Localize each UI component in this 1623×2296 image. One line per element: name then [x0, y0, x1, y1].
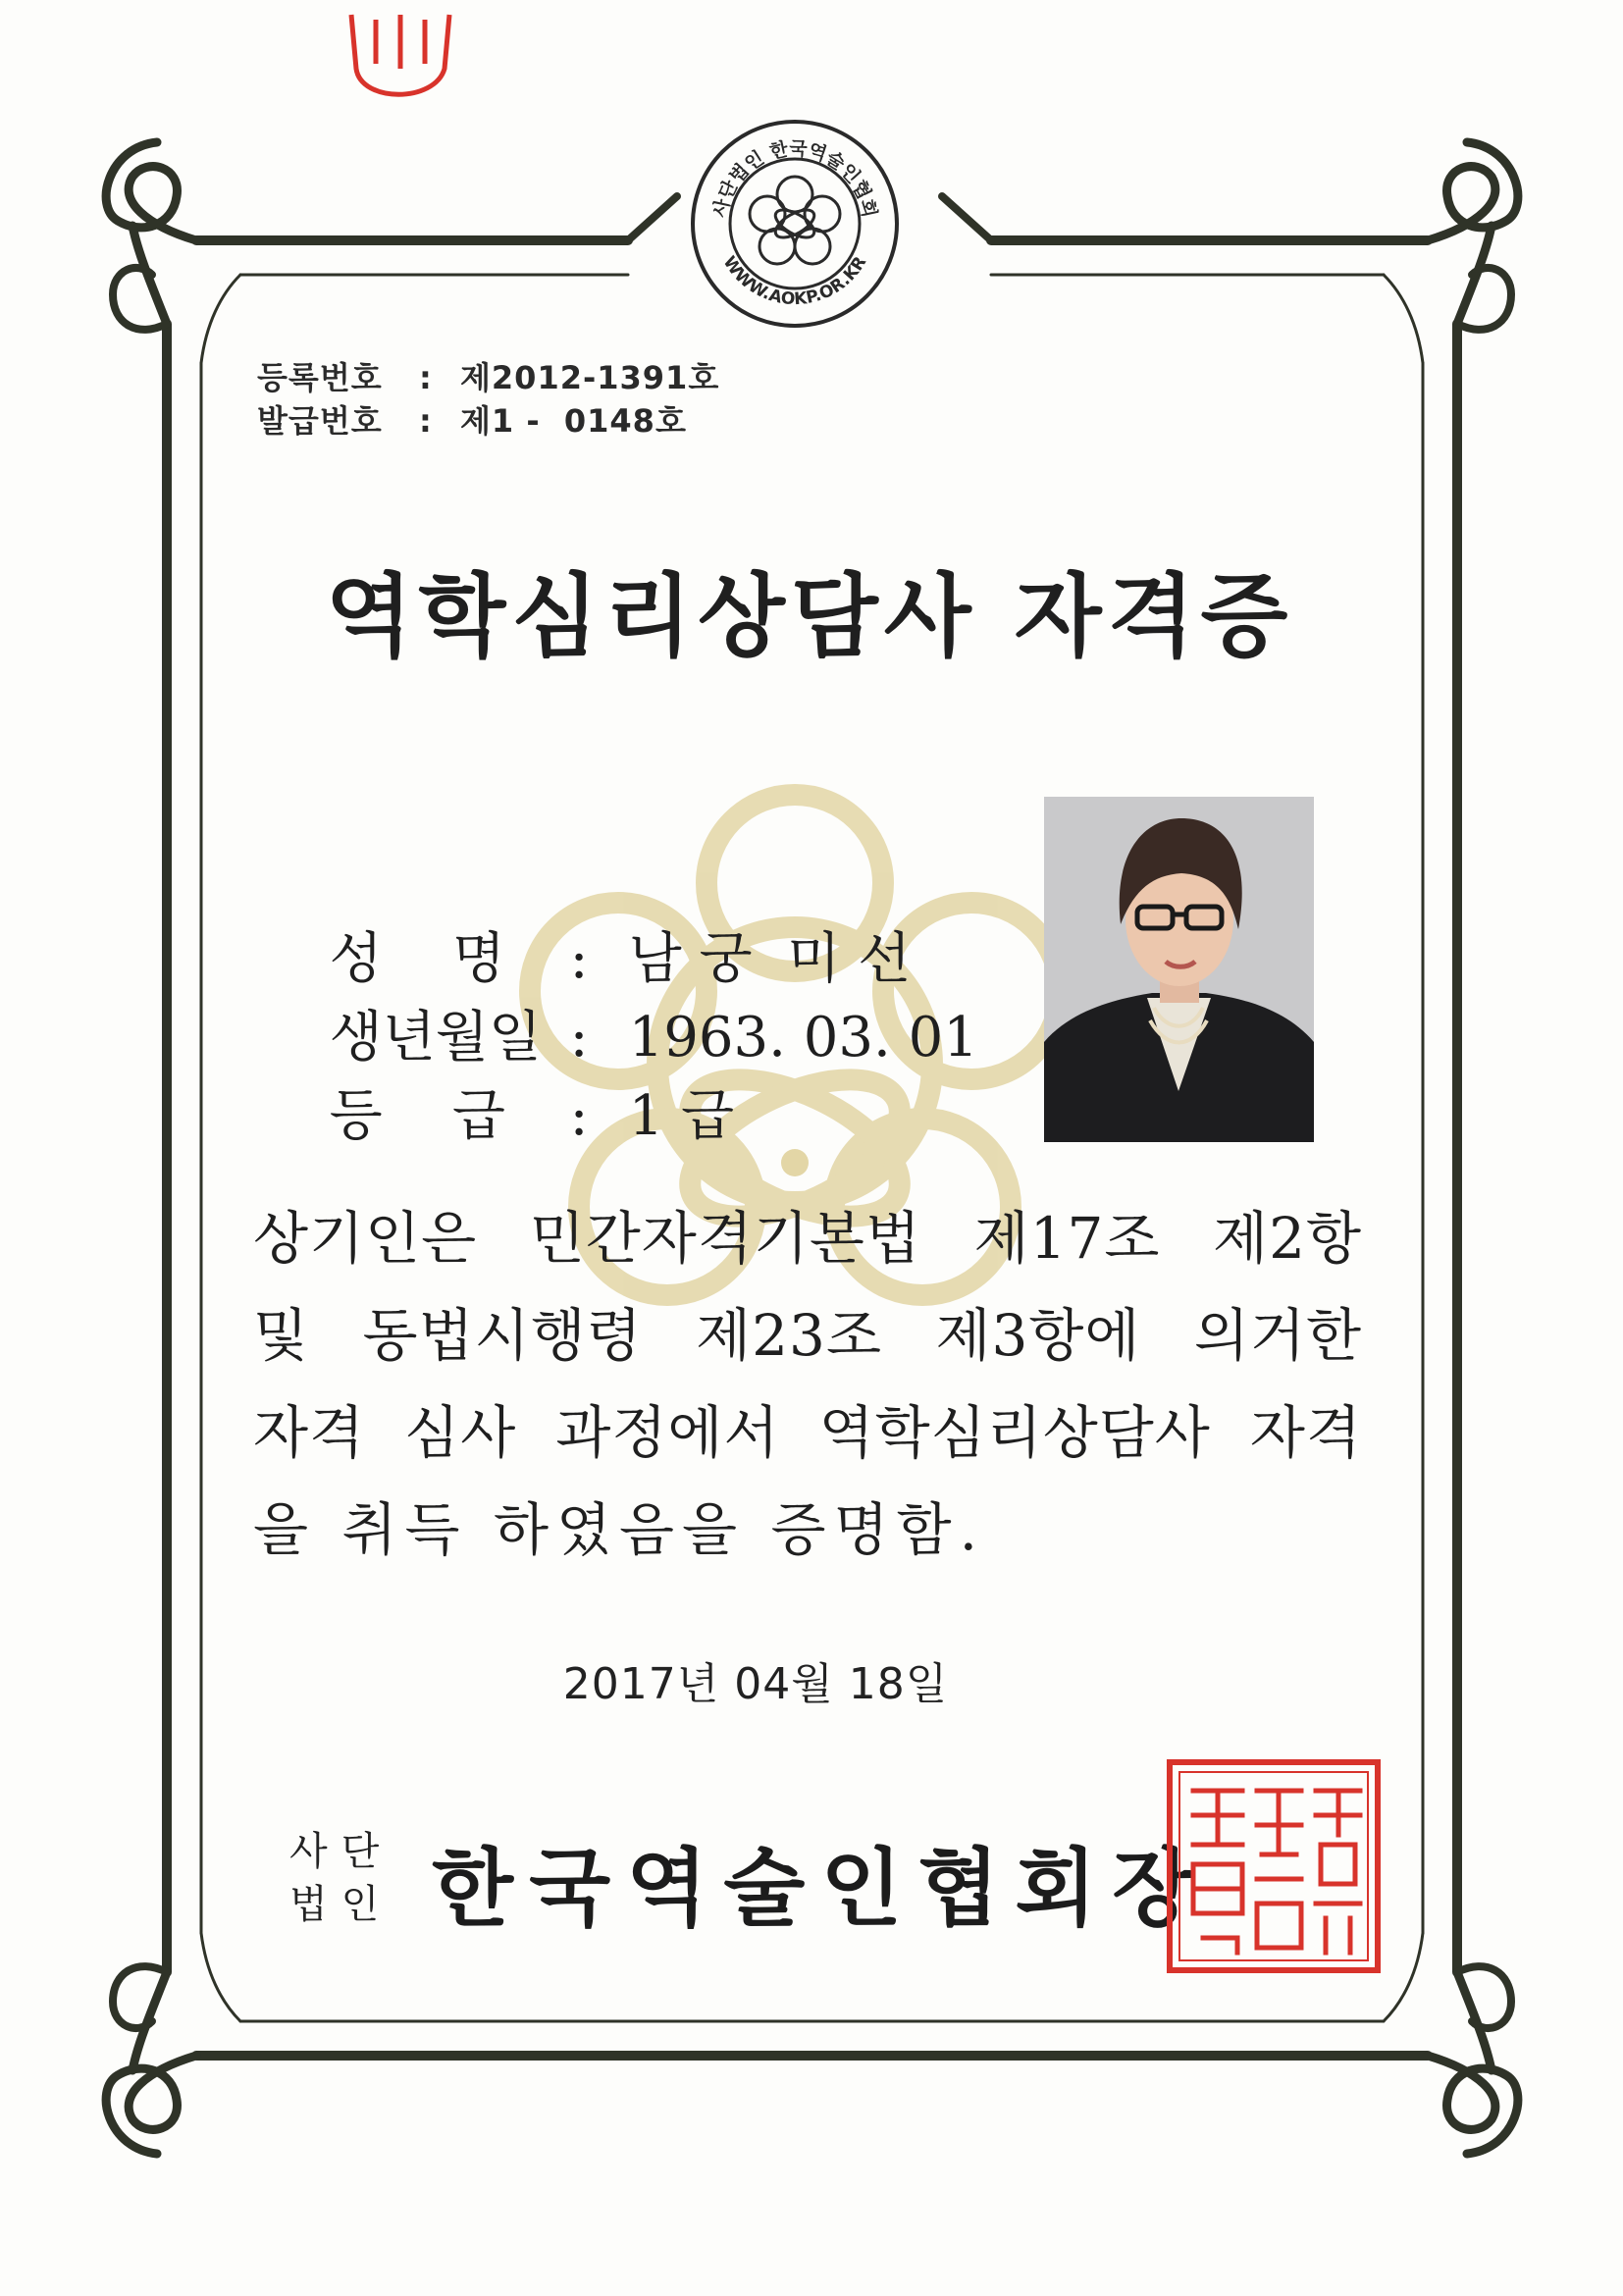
field-birth-separator: :	[569, 1006, 589, 1070]
registration-value: 제2012-1391호	[460, 359, 720, 396]
field-name-separator: :	[569, 927, 589, 991]
issuer-prefix-line2: 법인	[289, 1882, 393, 1927]
issue-value: 제1 - 0148호	[460, 402, 687, 440]
issuer-prefix	[289, 1825, 407, 1931]
field-grade	[294, 1009, 734, 1151]
issue-label: 발급번호	[257, 402, 383, 440]
registration-number	[257, 353, 719, 398]
field-grade-value: 1 급	[628, 1084, 735, 1148]
red-stamp-fragment-icon	[341, 10, 459, 118]
official-red-seal-icon	[1164, 1756, 1384, 1976]
issuer-name: 한국역술인협회장	[432, 1839, 1210, 1938]
issue-separator: :	[419, 402, 433, 440]
seal-url: WWW.AOKP.OR.KR	[718, 252, 871, 310]
field-grade-separator: :	[569, 1084, 589, 1148]
portrait-photo	[1044, 797, 1314, 1142]
issuer-prefix-line1: 사단	[289, 1829, 393, 1874]
issue-date: 2017년 04월 18일	[562, 1659, 949, 1709]
body-line-3: 자격 심사 과정에서 역학심리상담사 자격	[253, 1399, 1362, 1466]
body-line-2: 및 동법시행령 제23조 제3항에 의거한	[253, 1302, 1362, 1369]
svg-text:사단법인 한국역술인협회	[708, 137, 881, 221]
body-line-4: 을 취득 하였음을 증명함.	[253, 1496, 986, 1563]
registration-label: 등록번호	[257, 359, 383, 396]
registration-separator: :	[419, 359, 433, 396]
field-birth-label: 생년월일	[329, 1006, 542, 1070]
field-name-label: 성 명	[329, 927, 506, 991]
association-seal-icon	[687, 116, 903, 332]
body-line-1: 상기인은 민간자격기본법 제17조 제2항	[253, 1205, 1362, 1272]
field-grade-label: 등 급	[329, 1084, 506, 1148]
certificate-title: 역학심리상담사 자격증	[325, 564, 1294, 669]
field-birth-value: 1963. 03. 01	[628, 1006, 978, 1070]
seal-text: 사단법인 한국역술인협회	[708, 137, 881, 220]
issue-number	[257, 396, 687, 442]
field-name-value: 남 궁 미 선	[628, 927, 912, 991]
